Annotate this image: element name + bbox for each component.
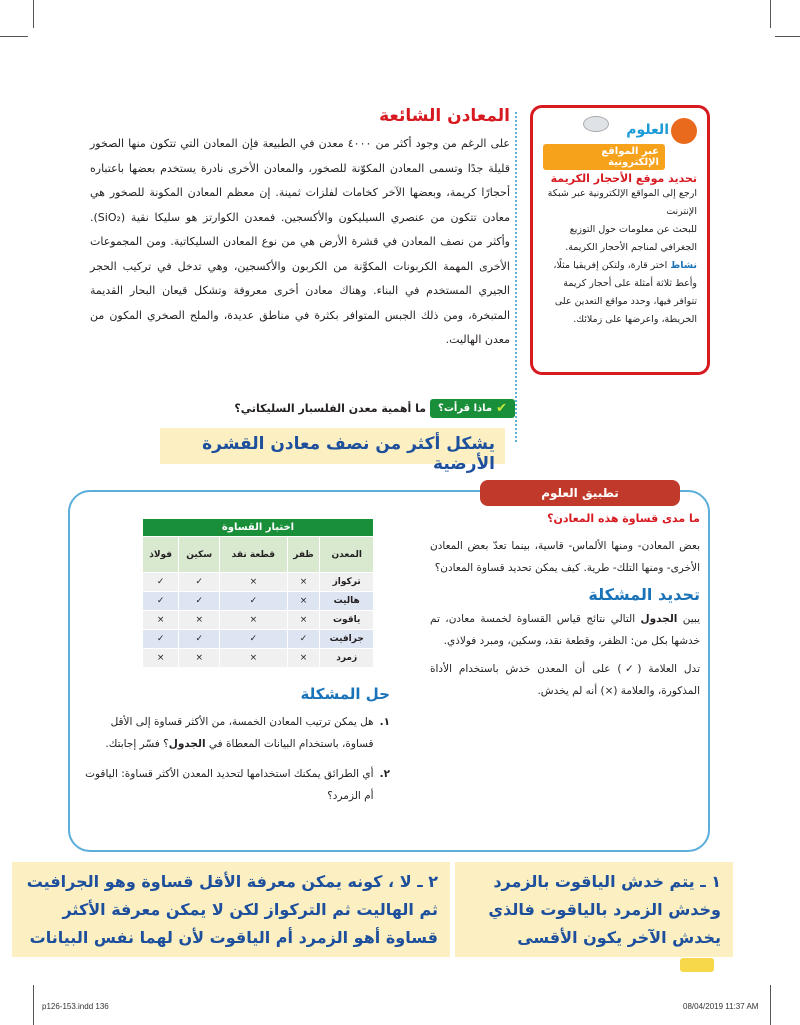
solve-heading: حل المشكلة: [300, 685, 390, 703]
table-cell: ✓: [143, 592, 179, 611]
table-row: [143, 649, 374, 668]
question-text: [80, 711, 374, 755]
table-header: فولاذ: [143, 537, 179, 573]
article: [90, 106, 510, 353]
footer-file: p126-153.indd 136: [42, 1002, 109, 1011]
article-paragraph: على الرغم من وجود أكثر من ٤٠٠٠ معدن في الطبيعة فإن المعادن التي تتكون منها الصخور قليلة جدًا وتسمى المعادن المكوّنة للصخور، والمعادن الأخرى نادرة يستخدم بعضها باعتباره أحجارًا كريمة، وبعضها الآخر كخامات لفلزات ثمينة. إن معظم المعادن المكونة للصخور هي معادن تتكون من عنصري السيليكون والأكسجين. فمعدن الكوارتز هو سليكا نقية (SiO₂). وأكثر من نصف المعادن في قشرة الأرض هي من نوع المعادن السليكاتية. ومن المجموعات الأخرى المهمة الكربونات المكوَّنة من الكربون والأكسجين، وهي تدخل في تركيب الحجر الجيري المستخدم في البناء. وهناك معادن أخرى معروفة وتشكل قيعان البحار القديمة المتبخرة، ومن ذلك الجبس المتوافر بكثرة في مناطق عديدة، والملح الصخري المكون من معدن الهاليت.: [90, 137, 510, 346]
table-cell: ×: [287, 611, 320, 630]
table-cell: ×: [287, 592, 320, 611]
table-row: [143, 573, 374, 592]
solve-problem-section: [80, 685, 390, 815]
mineral-name: ياقوت: [320, 611, 374, 630]
activity-text: اختر قارة، ولتكن إفريقيا مثلًا، وأعط ثلاثة أمثلة على أحجار كريمة تتوافر فيها، وحدد مواقع التعدين على الخريطة، واعرضها على زملائك.: [553, 260, 697, 325]
table-cell: ×: [287, 573, 320, 592]
legend-text: تدل العلامة (✓) على أن المعدن خدش باستخدام الأداة المذكورة، والعلامة (×) أنه لم يخدش.: [430, 663, 700, 697]
table-header: سكين: [179, 537, 220, 573]
table-cell: ✓: [143, 573, 179, 592]
table-cell: ✓: [220, 630, 287, 649]
problem-text-pre: يبين: [677, 613, 700, 625]
table-cell: ✓: [179, 592, 220, 611]
table-cell: ✓: [179, 630, 220, 649]
table-cell: ×: [179, 611, 220, 630]
crop-mark: [770, 985, 771, 1025]
read-check-label: ماذا قرأت؟: [438, 402, 493, 414]
crop-mark: [770, 0, 771, 28]
table-row: [143, 611, 374, 630]
table-cell: ✓: [179, 573, 220, 592]
mineral-name: جرافيت: [320, 630, 374, 649]
question-text-bold: الجدول: [168, 738, 206, 750]
table-header: المعدن: [320, 537, 374, 573]
read-check-question: ما أهمية معدن الفلسبار السليكاتي؟: [234, 401, 427, 415]
crop-mark: [775, 36, 800, 37]
problem-text: [430, 608, 700, 652]
table-caption: اختبار القساوة: [143, 519, 374, 537]
answer-1: يشكل أكثر من نصف معادن القشرة الأرضية: [160, 428, 505, 464]
answer-3: ٢ ـ لا ، كونه يمكن معرفة الأقل قساوة وهو الجرافيت ثم الهاليت ثم التركواز لكن لا يمكن معرفة الأكثر قساوة أهو الزمرد أم الياقوت لأن لهما نفس البيانات: [12, 862, 450, 957]
table-cell: ×: [287, 649, 320, 668]
answer-2: ١ ـ يتم خدش الياقوت بالزمرد وخدش الزمرد بالياقوت فالذي يخدش الآخر يكون الأقسى: [455, 862, 733, 957]
mineral-name: زمرد: [320, 649, 374, 668]
footer-date: 08/04/2019 11:37 AM: [683, 1002, 759, 1011]
table-cell: ✓: [287, 630, 320, 649]
table-cell: ×: [179, 649, 220, 668]
logo-sub-text: عبر المواقع الإلكترونية: [543, 144, 665, 170]
question-number: ١.: [379, 716, 390, 728]
question-list: [80, 711, 390, 807]
table-cell: ×: [143, 611, 179, 630]
crop-mark: [0, 36, 28, 37]
question-text-post: ؟ فسّر إجابتك.: [105, 738, 169, 750]
table-row: [143, 592, 374, 611]
mouse-icon: [583, 116, 609, 132]
table-cell: ×: [220, 611, 287, 630]
check-icon: ✔: [496, 400, 507, 416]
hardness-table: [142, 518, 374, 668]
problem-text-post: التالي نتائج قياس القساوة لخمسة معادن، تم خدشها بكل من: الظفر، وقطعة نقد، وسكين، ومبرد فولاذي.: [430, 613, 700, 647]
question-text: أي الطرائق يمكنك استخدامها لتحديد المعدن الأكثر قساوة: الياقوت أم الزمرد؟: [85, 768, 374, 802]
problem-text-bold: الجدول: [640, 613, 678, 625]
table-cell: ✓: [220, 592, 287, 611]
column-divider: [515, 112, 517, 442]
list-item: [80, 711, 390, 755]
article-title: المعادن الشائعة: [379, 106, 510, 126]
sidebar-box: [530, 105, 710, 375]
science-online-logo: [543, 116, 697, 168]
science-application-tab: تطبيق العلوم: [480, 480, 680, 506]
crop-mark: [33, 0, 34, 28]
globe-icon: [671, 118, 697, 144]
sidebar-text-2: للبحث عن معلومات حول التوزيع الجغرافي لمناجم الأحجار الكريمة.: [565, 224, 697, 253]
sidebar-heading: تحديد موقع الأحجار الكريمة: [550, 172, 697, 185]
page-number-tab: [680, 958, 714, 972]
table-cell: ×: [220, 573, 287, 592]
mineral-name: تركواز: [320, 573, 374, 592]
read-check-badge: [430, 399, 515, 418]
question-text-pre: هل يمكن ترتيب المعادن الخمسة، من الأكثر قساوة إلى الأقل قساوة، باستخدام البيانات المعطاة في: [110, 716, 374, 750]
read-check: [225, 397, 515, 419]
application-question: ما مدى قساوة هذه المعادن؟: [547, 512, 700, 525]
table-cell: ×: [220, 649, 287, 668]
application-intro: بعض المعادن- ومنها الألماس- قاسية، بينما تعدّ بعض المعادن الأخرى- ومنها التلك- طرية. كيف يمكن تحديد قساوة المعادن؟: [430, 540, 700, 574]
sidebar-activity: [543, 257, 697, 329]
sidebar-text-1: ارجع إلى المواقع الإلكترونية عبر شبكة الإنترنت: [547, 188, 697, 217]
list-item: [80, 763, 390, 807]
application-right-column: [430, 512, 700, 702]
question-number: ٢.: [379, 768, 390, 780]
table-header: ظفر: [287, 537, 320, 573]
table-cell: ×: [143, 649, 179, 668]
table-cell: ✓: [143, 630, 179, 649]
problem-heading: تحديد المشكلة: [588, 585, 700, 604]
crop-mark: [33, 985, 34, 1025]
mineral-name: هاليت: [320, 592, 374, 611]
table-row: [143, 630, 374, 649]
activity-label: نشاط: [670, 260, 697, 271]
logo-main-text: العلوم: [626, 122, 669, 138]
table-header: قطعة نقد: [220, 537, 287, 573]
